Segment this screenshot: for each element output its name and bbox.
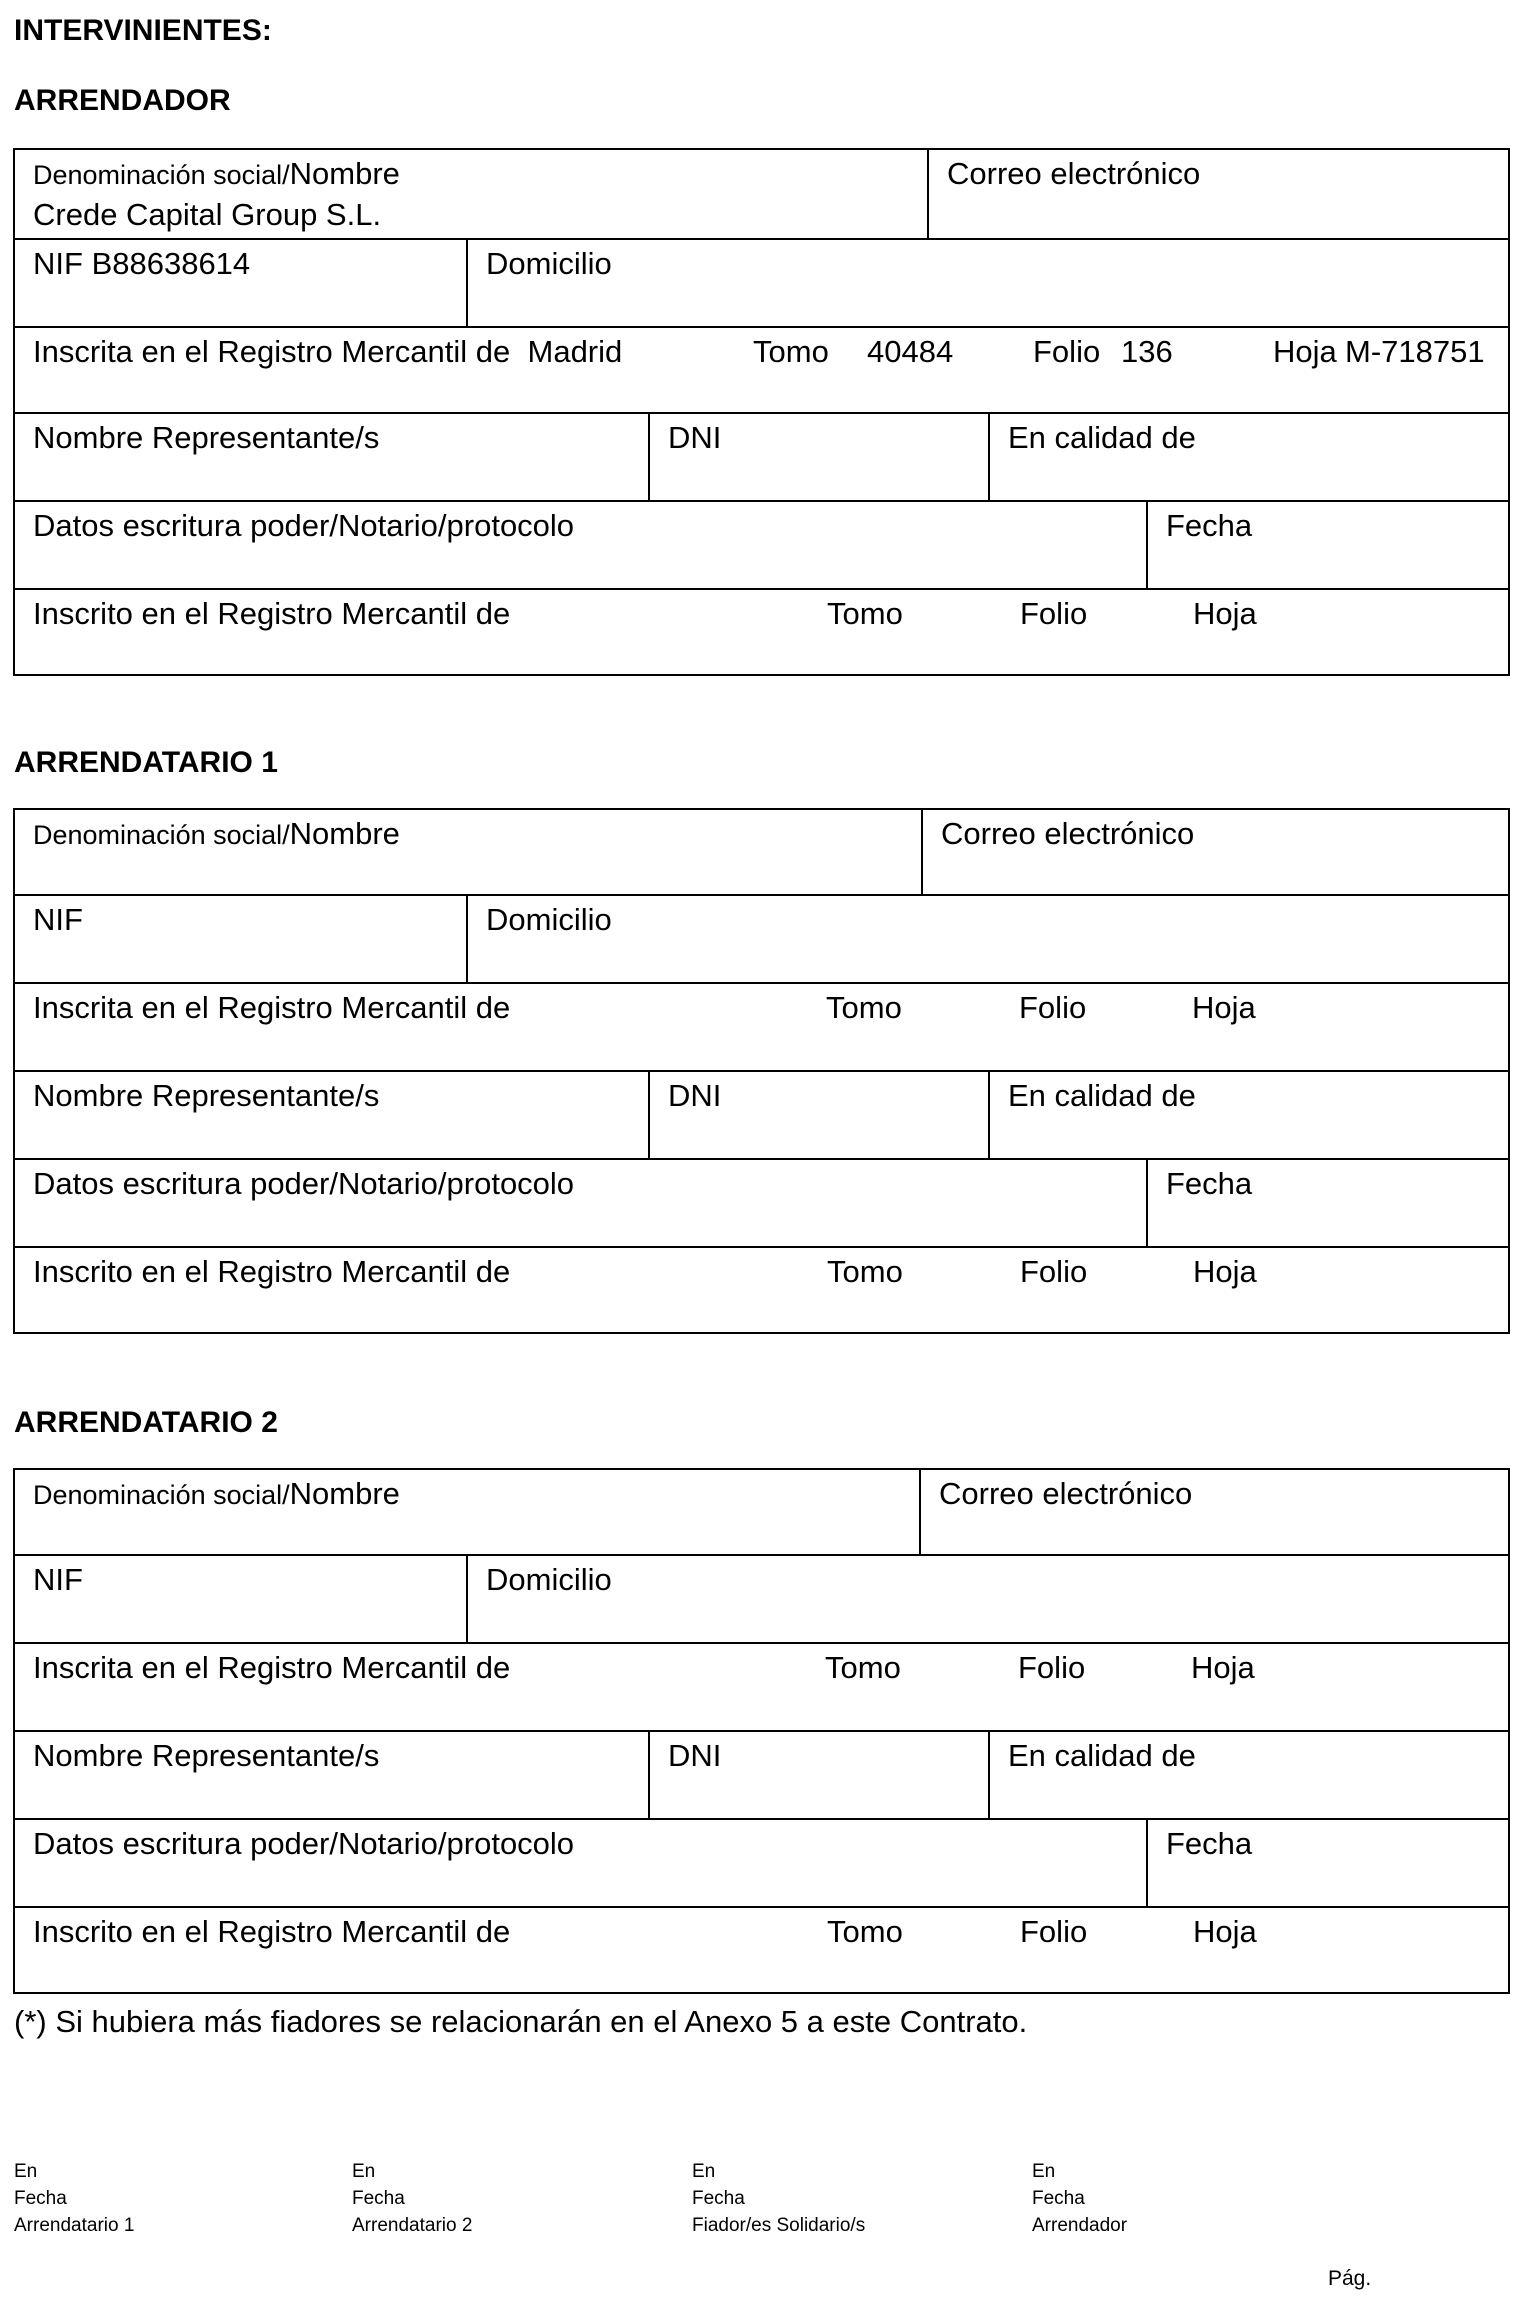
escritura-label: Datos escritura poder/Notario/protocolo	[33, 1166, 575, 1201]
denominacion-cell[interactable]	[15, 810, 921, 894]
row-inscrita	[15, 1642, 1508, 1730]
hoja-label: Hoja	[1273, 334, 1337, 369]
arrendador-form	[13, 148, 1510, 676]
row-inscrita	[15, 982, 1508, 1070]
dni-label: DNI	[668, 1078, 722, 1113]
sig-en: En	[692, 2161, 716, 2182]
folio2-label: Folio	[1020, 596, 1088, 631]
folio2-label: Folio	[1020, 1254, 1088, 1289]
inscrita-label: Inscrita en el Registro Mercantil de	[33, 990, 511, 1025]
sig-fecha: Fecha	[692, 2188, 745, 2209]
nif-label: NIF	[33, 246, 83, 281]
row-inscrito	[15, 1906, 1508, 1992]
domicilio-label: Domicilio	[486, 246, 612, 281]
row-inscrito	[15, 1246, 1508, 1332]
sig-fecha: Fecha	[352, 2188, 405, 2209]
fecha-label: Fecha	[1166, 1826, 1253, 1861]
intervinientes-title: INTERVINIENTES:	[14, 14, 272, 47]
denominacion-value: Crede Capital Group S.L.	[33, 197, 382, 232]
representante-label: Nombre Representante/s	[33, 1078, 380, 1113]
fiadores-note: (*) Si hubiera más fiadores se relacionarán en el Anexo 5 a este Contrato.	[14, 2004, 1028, 2039]
arrendatario2-form	[13, 1468, 1510, 1994]
inscrito-label: Inscrito en el Registro Mercantil de	[33, 596, 511, 631]
domicilio-label: Domicilio	[486, 1562, 612, 1597]
hoja-value: M-718751	[1345, 334, 1485, 369]
dni-cell[interactable]	[648, 1732, 988, 1818]
calidad-cell[interactable]	[988, 414, 1510, 500]
dni-cell[interactable]	[648, 414, 988, 500]
folio-label: Folio	[1019, 990, 1087, 1025]
signature-fiadores	[692, 2158, 865, 2239]
denominacion-label-prefix: Denominación social/	[33, 160, 290, 190]
nif-cell[interactable]	[15, 896, 466, 982]
domicilio-cell[interactable]	[466, 1556, 1510, 1642]
escritura-label: Datos escritura poder/Notario/protocolo	[33, 508, 575, 543]
domicilio-label: Domicilio	[486, 902, 612, 937]
signature-arrendador	[1032, 2158, 1127, 2239]
signature-arrendatario2	[352, 2158, 472, 2239]
sig-role: Arrendatario 1	[14, 2215, 135, 2236]
nif-label: NIF	[33, 1562, 83, 1597]
escritura-label: Datos escritura poder/Notario/protocolo	[33, 1826, 575, 1861]
inscrita-label: Inscrita en el Registro Mercantil de	[33, 334, 511, 369]
correo-cell[interactable]	[921, 810, 1510, 894]
tomo-value: 40484	[867, 334, 954, 369]
fecha-cell[interactable]	[1146, 1820, 1510, 1906]
folio-value: 136	[1121, 334, 1173, 369]
tomo-label: Tomo	[826, 990, 902, 1025]
row-inscrita	[15, 326, 1508, 412]
correo-cell[interactable]	[919, 1470, 1510, 1554]
row-denominacion	[15, 1470, 1508, 1554]
calidad-label: En calidad de	[1008, 1078, 1196, 1113]
sig-en: En	[14, 2161, 38, 2182]
calidad-cell[interactable]	[988, 1072, 1510, 1158]
folio2-label: Folio	[1020, 1914, 1088, 1949]
arrendador-title: ARRENDADOR	[14, 84, 231, 117]
row-nif	[15, 238, 1508, 326]
tomo2-label: Tomo	[827, 596, 903, 631]
denominacion-label-suffix: Nombre	[289, 816, 400, 851]
fecha-label: Fecha	[1166, 508, 1253, 543]
sig-fecha: Fecha	[1032, 2188, 1085, 2209]
denominacion-label-prefix: Denominación social/	[33, 820, 290, 850]
denominacion-label-suffix: Nombre	[289, 156, 400, 191]
domicilio-cell[interactable]	[466, 896, 1510, 982]
folio-label: Folio	[1018, 1650, 1086, 1685]
signature-arrendatario1	[14, 2158, 134, 2239]
row-denominacion	[15, 150, 1508, 238]
row-escritura	[15, 1158, 1508, 1246]
nif-label: NIF	[33, 902, 83, 937]
escritura-cell[interactable]	[15, 1160, 1146, 1246]
domicilio-cell[interactable]	[466, 240, 1510, 326]
inscrito-cell[interactable]	[15, 590, 1510, 674]
dni-label: DNI	[668, 420, 722, 455]
inscrita-label: Inscrita en el Registro Mercantil de	[33, 1650, 511, 1685]
representante-cell[interactable]	[15, 414, 648, 500]
inscrita-value: Madrid	[527, 334, 623, 369]
inscrito-label: Inscrito en el Registro Mercantil de	[33, 1254, 511, 1289]
row-representante	[15, 1070, 1508, 1158]
arrendatario1-title: ARRENDATARIO 1	[14, 746, 278, 779]
hoja2-label: Hoja	[1193, 1914, 1257, 1949]
correo-label: Correo electrónico	[939, 1476, 1193, 1511]
row-escritura	[15, 1818, 1508, 1906]
hoja-label: Hoja	[1192, 990, 1256, 1025]
fecha-cell[interactable]	[1146, 1160, 1510, 1246]
denominacion-label-suffix: Nombre	[289, 1476, 400, 1511]
calidad-label: En calidad de	[1008, 1738, 1196, 1773]
row-representante	[15, 1730, 1508, 1818]
inscrita-cell[interactable]	[15, 984, 1510, 1070]
fecha-cell[interactable]	[1146, 502, 1510, 588]
calidad-label: En calidad de	[1008, 420, 1196, 455]
escritura-cell[interactable]	[15, 502, 1146, 588]
sig-role: Fiador/es Solidario/s	[692, 2215, 866, 2236]
representante-cell[interactable]	[15, 1732, 648, 1818]
row-escritura	[15, 500, 1508, 588]
correo-label: Correo electrónico	[941, 816, 1195, 851]
folio-label: Folio	[1033, 334, 1101, 369]
escritura-cell[interactable]	[15, 1820, 1146, 1906]
representante-label: Nombre Representante/s	[33, 420, 380, 455]
row-nif	[15, 894, 1508, 982]
nif-value: B88638614	[91, 246, 251, 281]
tomo2-label: Tomo	[827, 1254, 903, 1289]
inscrita-cell[interactable]	[15, 1644, 1510, 1730]
fecha-label: Fecha	[1166, 1166, 1253, 1201]
arrendatario1-form	[13, 808, 1510, 1334]
tomo-label: Tomo	[753, 334, 829, 369]
correo-label: Correo electrónico	[947, 156, 1201, 191]
page-number: Pág.	[1328, 2267, 1372, 2290]
row-nif	[15, 1554, 1508, 1642]
denominacion-cell[interactable]	[15, 1470, 919, 1554]
nif-cell[interactable]	[15, 1556, 466, 1642]
representante-cell[interactable]	[15, 1072, 648, 1158]
tomo-label: Tomo	[825, 1650, 901, 1685]
denominacion-cell[interactable]	[15, 150, 927, 238]
sig-role: Arrendador	[1032, 2215, 1128, 2236]
inscrito-cell[interactable]	[15, 1908, 1510, 1992]
row-inscrito	[15, 588, 1508, 674]
inscrito-cell[interactable]	[15, 1248, 1510, 1332]
sig-role: Arrendatario 2	[352, 2215, 473, 2236]
hoja2-label: Hoja	[1193, 1254, 1257, 1289]
dni-label: DNI	[668, 1738, 722, 1773]
inscrito-label: Inscrito en el Registro Mercantil de	[33, 1914, 511, 1949]
sig-en: En	[352, 2161, 376, 2182]
correo-cell[interactable]	[927, 150, 1510, 238]
representante-label: Nombre Representante/s	[33, 1738, 380, 1773]
denominacion-label-prefix: Denominación social/	[33, 1480, 290, 1510]
hoja2-label: Hoja	[1193, 596, 1257, 631]
calidad-cell[interactable]	[988, 1732, 1510, 1818]
row-representante	[15, 412, 1508, 500]
sig-en: En	[1032, 2161, 1056, 2182]
row-denominacion	[15, 810, 1508, 894]
nif-cell[interactable]	[15, 240, 466, 326]
tomo2-label: Tomo	[827, 1914, 903, 1949]
arrendatario2-title: ARRENDATARIO 2	[14, 1406, 278, 1439]
sig-fecha: Fecha	[14, 2188, 67, 2209]
dni-cell[interactable]	[648, 1072, 988, 1158]
hoja-label: Hoja	[1191, 1650, 1255, 1685]
